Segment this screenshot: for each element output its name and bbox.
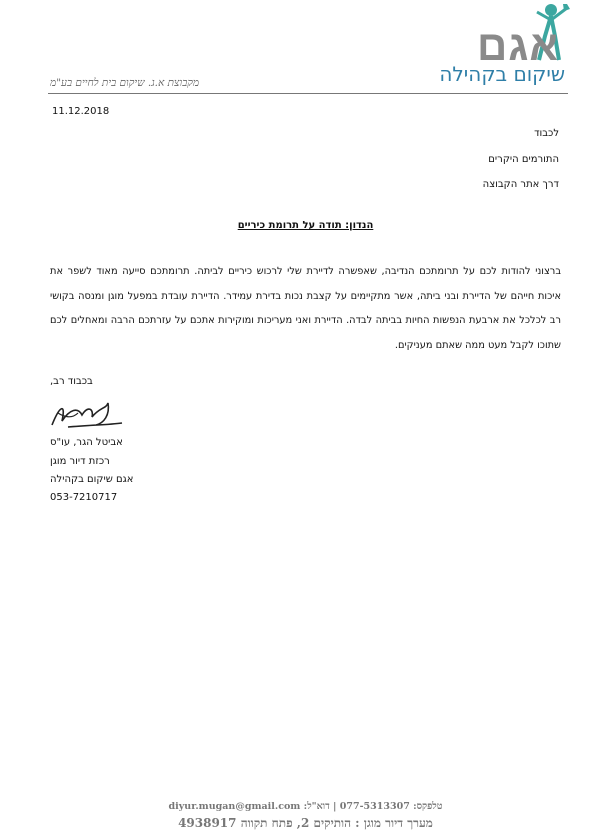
letter-date: 11.12.2018	[52, 106, 110, 117]
org-line: מקבוצת א.ג. שיקום בית לחיים בע"מ	[50, 77, 200, 89]
subject-line: הנדון: תודה על תרומת כיריים	[237, 220, 374, 231]
footer-contact: טלפקס: 077-5313307 | דוא"ל: diyur.mugan@gmail.com	[168, 801, 443, 812]
recipient-line-1: לכבוד	[534, 128, 559, 139]
closing-greeting: בכבוד רב,	[50, 376, 93, 387]
logo-name: אגם	[476, 22, 559, 69]
signer-phone: 053-7210717	[50, 492, 118, 503]
signer-name: אביטל הגר, עו"ס	[50, 437, 123, 448]
signer-org: אגם שיקום בקהילה	[50, 474, 134, 485]
recipient-line-3: דרך אתר הקבוצה	[482, 179, 559, 190]
header-divider	[48, 93, 568, 94]
recipient-line-2: התורמים היקרים	[488, 154, 559, 165]
signature-icon	[48, 395, 124, 435]
footer-address: מערך דיור מוגן : הותיקים 2, פתח תקווה 4938917	[178, 816, 433, 830]
signer-role: רכזת דיור מוגן	[50, 456, 110, 467]
logo-tagline: שיקום בקהילה	[439, 62, 565, 86]
letter-body: ברצוני להודות לכם על תרומתכם הנדיבה, שאפשרה לדיירת שלי לרכוש כיריים לביתה. תרומתכם סייעה מאוד לשפר את איכות חייהם של הדיירת ובני ביתה, אשר מתקיימים על קצבת נכות בדירת עמידר. הדיירת עובדת במפעל מוגן ומנסה בקושי רב לכלכל את ארבעת הנפשות החיות בביתה לבדה. הדיירת ואני מעריכות ומוקירות אתכם על עזרתכם הרבה ומאחלים לכם שתוכו לקבל מעט ממה שאתם מעניקים.	[50, 266, 561, 351]
